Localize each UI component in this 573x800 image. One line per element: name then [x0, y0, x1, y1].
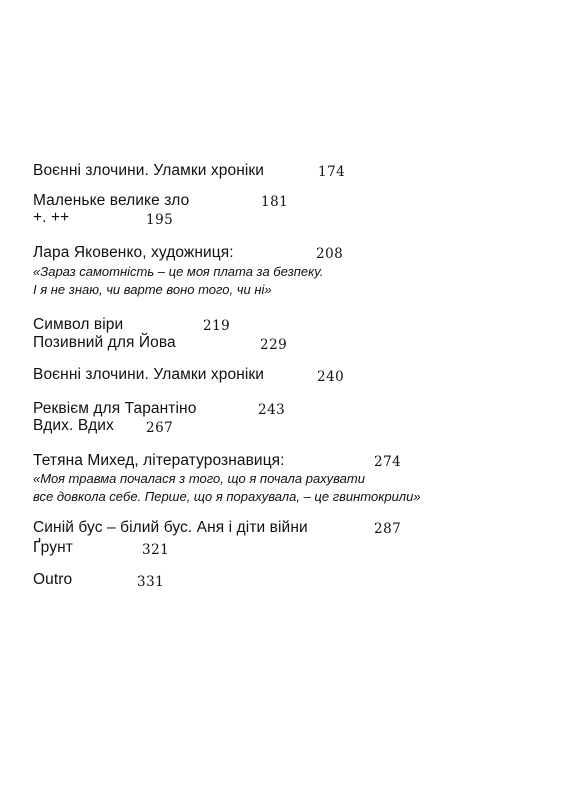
toc-entry-page: 219 [203, 318, 231, 334]
toc-entry-quote-line: І я не знаю, чи варте воно того, чи ні» [33, 282, 272, 297]
toc-entry-title: Маленьке велике зло [33, 192, 190, 209]
toc-entry-title: Outro [33, 571, 73, 588]
toc-entry-title: Ґрунт [33, 539, 73, 556]
toc-entry-page: 174 [318, 164, 346, 180]
toc-entry-page: 267 [146, 420, 174, 436]
toc-entry-page: 331 [137, 574, 165, 590]
toc-entry-page: 181 [261, 194, 289, 210]
toc-entry-title: Лара Яковенко, художниця: [33, 244, 234, 261]
toc-entry-quote-line: «Моя травма почалася з того, що я почала рахувати [33, 471, 365, 486]
toc-entry-page: 243 [258, 402, 286, 418]
toc-entry-page: 195 [146, 212, 174, 228]
toc-entry-quote-line: «Зараз самотність – це моя плата за безпеку. [33, 264, 324, 279]
toc-entry-page: 229 [260, 337, 288, 353]
toc-entry-title: Синій бус – білий бус. Аня і діти війни [33, 519, 308, 536]
toc-entry-title: Воєнні злочини. Уламки хроніки [33, 162, 265, 179]
toc-entry-quote-line: все довкола себе. Перше, що я порахувала, – це гвинтокрили» [33, 489, 421, 504]
toc-entry-page: 240 [317, 369, 345, 385]
toc-entry-title: Воєнні злочини. Уламки хроніки [33, 366, 265, 383]
toc-entry-page: 208 [316, 246, 344, 262]
toc-entry-page: 321 [142, 542, 170, 558]
toc-entry-title: Позивний для Йова [33, 334, 176, 351]
toc-entry-title: Вдих. Вдих [33, 417, 114, 434]
toc-entry-page: 274 [374, 454, 402, 470]
toc-entry-title: Тетяна Михед, літературознавиця: [33, 452, 285, 469]
toc-entry-page: 287 [374, 521, 402, 537]
toc-entry-title: Реквієм для Тарантіно [33, 400, 197, 417]
toc-entry-title: +. ++ [33, 209, 70, 226]
toc-entry-title: Символ віри [33, 316, 124, 333]
